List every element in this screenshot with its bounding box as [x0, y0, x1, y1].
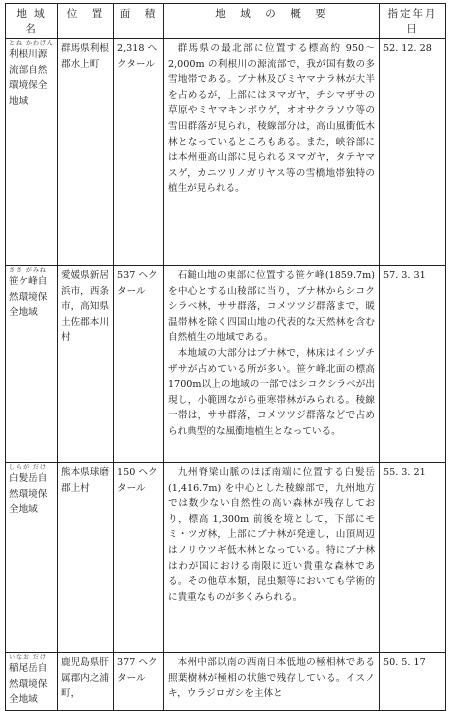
furigana: ささ がみね	[9, 267, 47, 274]
area-name-cell	[6, 266, 58, 463]
area-size-cell: 377 ヘクタール	[114, 653, 164, 711]
furigana: いなお だけ	[9, 654, 47, 661]
table-row	[6, 653, 446, 711]
location-cell: 熊本県球磨郡上村	[58, 463, 114, 653]
summary-cell	[164, 39, 380, 266]
designation-date: 50. 5. 17	[380, 653, 446, 711]
header-name: 地 域 名	[6, 4, 58, 39]
nature-conservation-table	[5, 3, 446, 711]
header-date: 指定年月日	[380, 4, 446, 39]
area-name: 利根川源流部自然環境保全地域	[9, 49, 48, 107]
table-row	[6, 463, 446, 653]
summary-paragraph: 石鎚山地の東部に位置する笹ケ峰(1859.7m)を中心とする山稜部に当り，ブナ林からシコクシラベ林，ササ群落，コメツツジ群落まで，暖温帯林を除く四国山地の代表的な天然林を含む自然植生の地域である。	[168, 270, 375, 344]
area-name: 白髪岳自然環境保全地域	[9, 473, 48, 516]
table-row	[6, 39, 446, 266]
summary-cell	[164, 463, 380, 653]
area-size-cell: 537 ヘクタール	[114, 266, 164, 463]
area-name-cell	[6, 39, 58, 266]
furigana: とね かわげん	[9, 40, 54, 47]
designation-date: 52. 12. 28	[380, 39, 446, 266]
summary-paragraph: 九州脊梁山脈のほぼ南端に位置する白髪岳 (1,416.7m) を中心とした稜線部で，九州地方では数少ない自然性の高い森林が残存しており，標高 1,300m 前後を境として，下部にモミ・ツガ林，上部にブナ林が発達し，山頂周辺はノリウツギ低木林となっている。特にブナ林はわが国における南限に近い貴重な森林である。その他草本類，昆虫類等においても学術的に貴重なものが多くみられる。	[168, 467, 375, 603]
location-cell: 愛媛県新居浜市，西条市，高知県土佐郡本川村	[58, 266, 114, 463]
header-row	[6, 4, 446, 39]
header-area: 面 積	[114, 4, 164, 39]
area-size-cell: 150 ヘクタール	[114, 463, 164, 653]
summary-cell	[164, 266, 380, 463]
area-name-cell	[6, 463, 58, 653]
table-row	[6, 266, 446, 463]
summary-paragraph: 群馬県の最北部に位置する標高約 950〜2,000m の利根川の源流部で，我が国有数の多雪地帯である。ブナ林及びミヤマナラ林が大半を占めるが，上部にはヌマガヤ，チシマザサの草原やミヤマキンポウゲ，オオサクラソウ等の雪田群落が見られ，稜線部分は，高山風衝低木林となっているところもある。また，峡谷部には本州亜高山部に見られるヌマガヤ，タテヤマスゲ，カニツリノガリヤス等の雪橋地帯独特の植生が見られる。	[168, 43, 375, 195]
area-name: 笹ケ峰自然環境保全地域	[9, 276, 48, 319]
location-cell: 鹿児島県肝属郡内之浦町，	[58, 653, 114, 711]
summary-cell	[164, 653, 380, 711]
summary-paragraph: 本州中部以南の西南日本低地の極相林である照葉樹林が極相の状態で残存している。イスノキ，ウラジロガシを主体と	[168, 657, 375, 700]
location-cell: 群馬県利根郡水上町	[58, 39, 114, 266]
area-size-cell: 2,318 ヘクタール	[114, 39, 164, 266]
area-name-cell	[6, 653, 58, 711]
area-name: 稲尾岳自然環境保全地域	[9, 663, 48, 706]
summary-paragraph: 本地域の大部分はブナ林で，林床はイシヅチザサが占めている所が多い。笹ケ峰北面の標高1700m以上の地域の一部ではシコクシラベが出現し，小範囲ながら亜寒帯林がみられる。稜線一帯は，ササ群落，コメツツジ群落などで占められ典型的な風衝地植生となっている。	[168, 347, 375, 437]
designation-date: 55. 3. 21	[380, 463, 446, 653]
header-summary: 地 域 の 概 要	[164, 4, 380, 39]
header-location: 位 置	[58, 4, 114, 39]
designation-date: 57. 3. 31	[380, 266, 446, 463]
furigana: しらが だけ	[9, 464, 47, 471]
